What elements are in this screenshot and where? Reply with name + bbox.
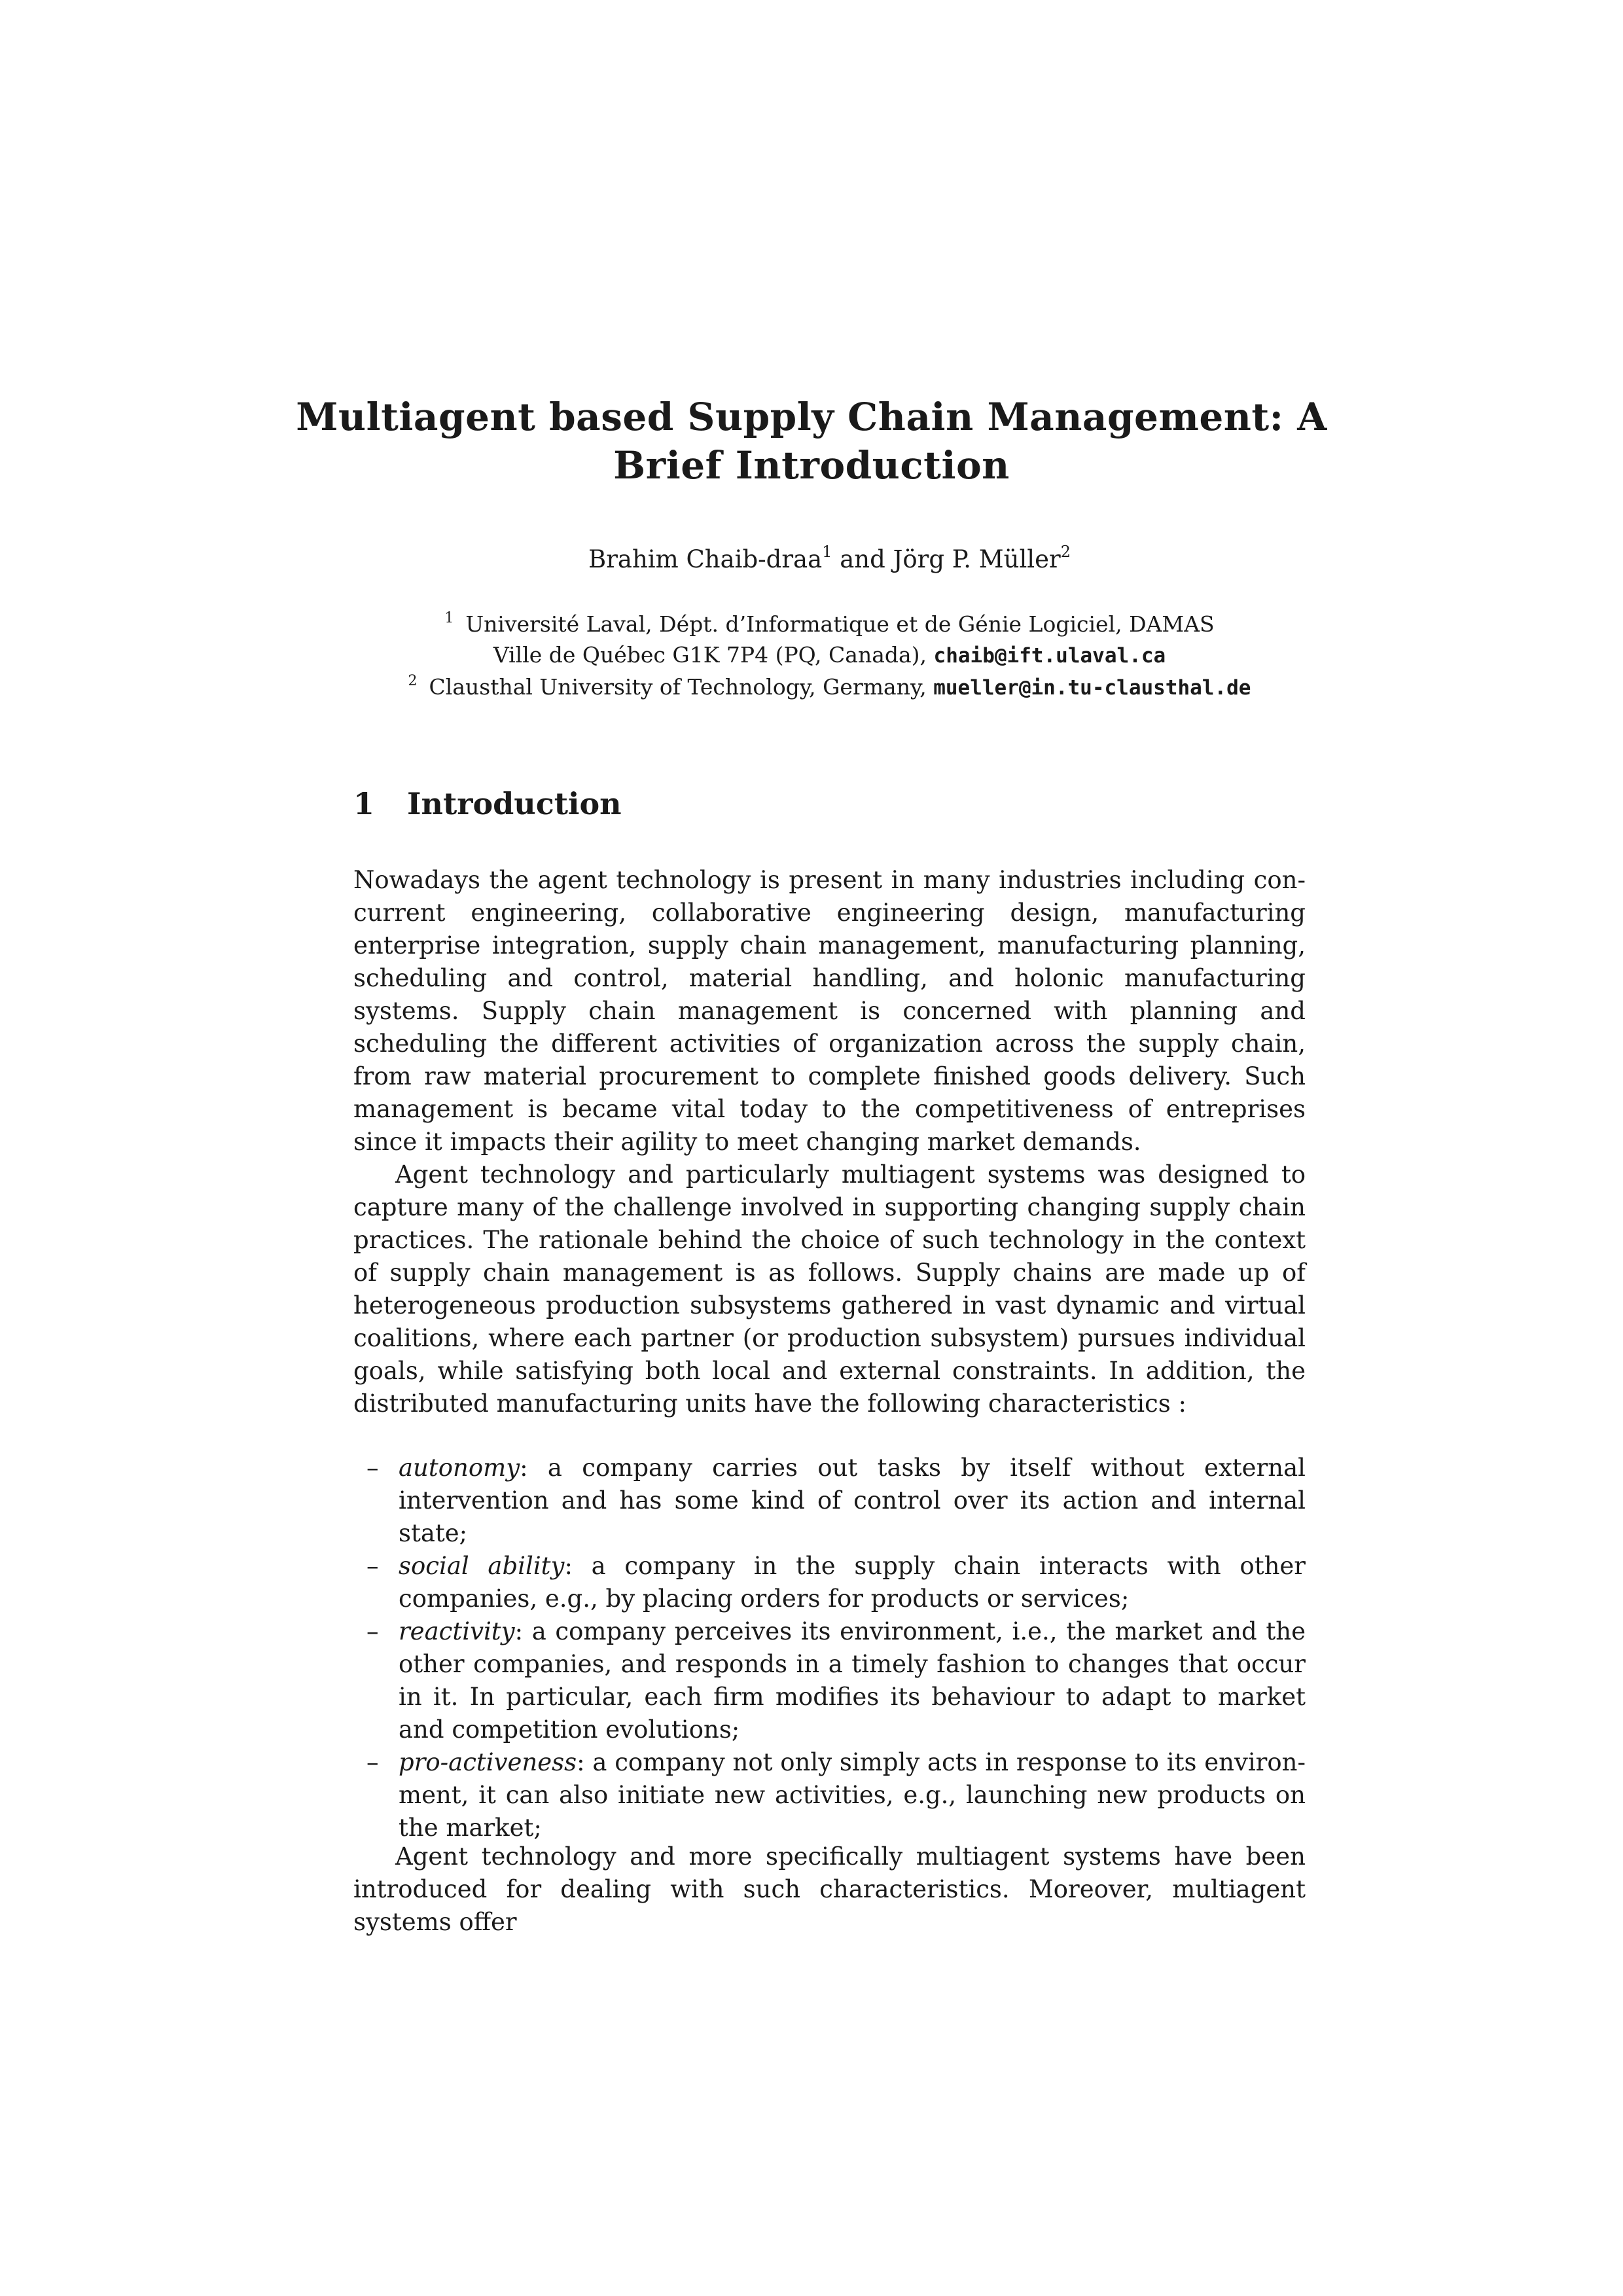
list-dash: – <box>366 1748 379 1776</box>
characteristics-list <box>353 1452 1306 1844</box>
list-item <box>353 1550 1306 1615</box>
list-text: : a company not only simply acts in response to its environment, it can also initiate new activities, e.g., launching new products on the market; <box>399 1748 1306 1842</box>
affiliation-mark: 1 <box>444 610 454 626</box>
email-address[interactable]: mueller@in.tu-clausthal.de <box>933 676 1251 700</box>
affiliation-1-line-2: Ville de Québec G1K 7P4 (PQ, Canada), chaib@ift.ulaval.ca <box>493 642 1166 668</box>
title-line-1: Multiagent based Supply Chain Management: A <box>296 395 1327 439</box>
list-term: autonomy <box>399 1454 520 1482</box>
affiliation-mark: 1 <box>822 543 832 561</box>
list-term: pro-activeness <box>399 1748 577 1776</box>
body-paragraph: Agent technology and particularly multiagent systems was designed to capture many of the challenge involved in supporting changing supply chain practices. The rationale behind the choice of such technology in the context of supply chain management is as follows. Supply chains are made up of heterogeneous production subsystems gathered in vast dynamic and virtual coalitions, where each partner (or production subsystem) pursues individual goals, while satisfying both local and external constraints. In addition, the distributed manufacturing units have the following characteristics : <box>353 1160 1306 1418</box>
list-text: : a company perceives its environment, i.e., the market and the other companies, and responds in a timely fashion to changes that occur in it. In particular, each firm modifies its behaviour to adapt to market and competition evolutions; <box>399 1617 1306 1744</box>
email-address[interactable]: chaib@ift.ulaval.ca <box>933 644 1166 668</box>
affiliation-2: $^2$ Clausthal University of Technology, Germany, mueller@in.tu-clausthal.de <box>408 673 1251 700</box>
author-joiner: and <box>832 545 893 573</box>
body-paragraph: Nowadays the agent technology is present in many industries including concurrent engineering, collaborative engineering design, manufacturing enterprise integration, supply chain management, manufacturing planning, scheduling and control, material handling, and holonic manufacturing systems. Supply chain management is concerned with planning and scheduling the different activities of organization across the supply chain, from raw material procurement to complete finished goods delivery. Such management is became vital today to the competitiveness of entreprises since it impacts their agility to meet changing market demands. <box>353 866 1306 1156</box>
paper-title <box>275 393 1348 490</box>
affiliation-1-line-1: $^1$ Université Laval, Dépt. d’Informatique et de Génie Logiciel, DAMAS <box>444 610 1215 637</box>
list-text: : a company carries out tasks by itself without external intervention and has some kind of control over its action and internal state; <box>399 1454 1306 1547</box>
list-term: reactivity <box>399 1617 515 1645</box>
author-name: Brahim Chaib-draa <box>588 545 823 573</box>
list-dash: – <box>366 1617 379 1645</box>
list-term: social ability <box>399 1552 565 1580</box>
section-heading <box>353 784 622 823</box>
body-paragraph: Agent technology and more specifically multiagent systems have been introduced for dealing with such characteristics. Moreover, multiagent systems offer <box>353 1842 1306 1936</box>
affiliation-mark: 2 <box>1060 543 1071 561</box>
list-dash: – <box>366 1552 379 1580</box>
list-text: : a company in the supply chain interacts with other companies, e.g., by placing orders for products or services; <box>399 1552 1306 1613</box>
affiliations <box>353 609 1306 704</box>
author-name: Jörg P. Müller <box>893 545 1061 573</box>
section-title: Introduction <box>407 786 622 821</box>
list-item <box>353 1615 1306 1746</box>
title-line-2: Brief Introduction <box>613 443 1010 488</box>
affiliation-mark: 2 <box>408 673 418 689</box>
author-list <box>353 543 1306 576</box>
list-item <box>353 1746 1306 1844</box>
section-number: 1 <box>353 786 375 821</box>
list-item <box>353 1452 1306 1550</box>
list-dash: – <box>366 1454 379 1482</box>
